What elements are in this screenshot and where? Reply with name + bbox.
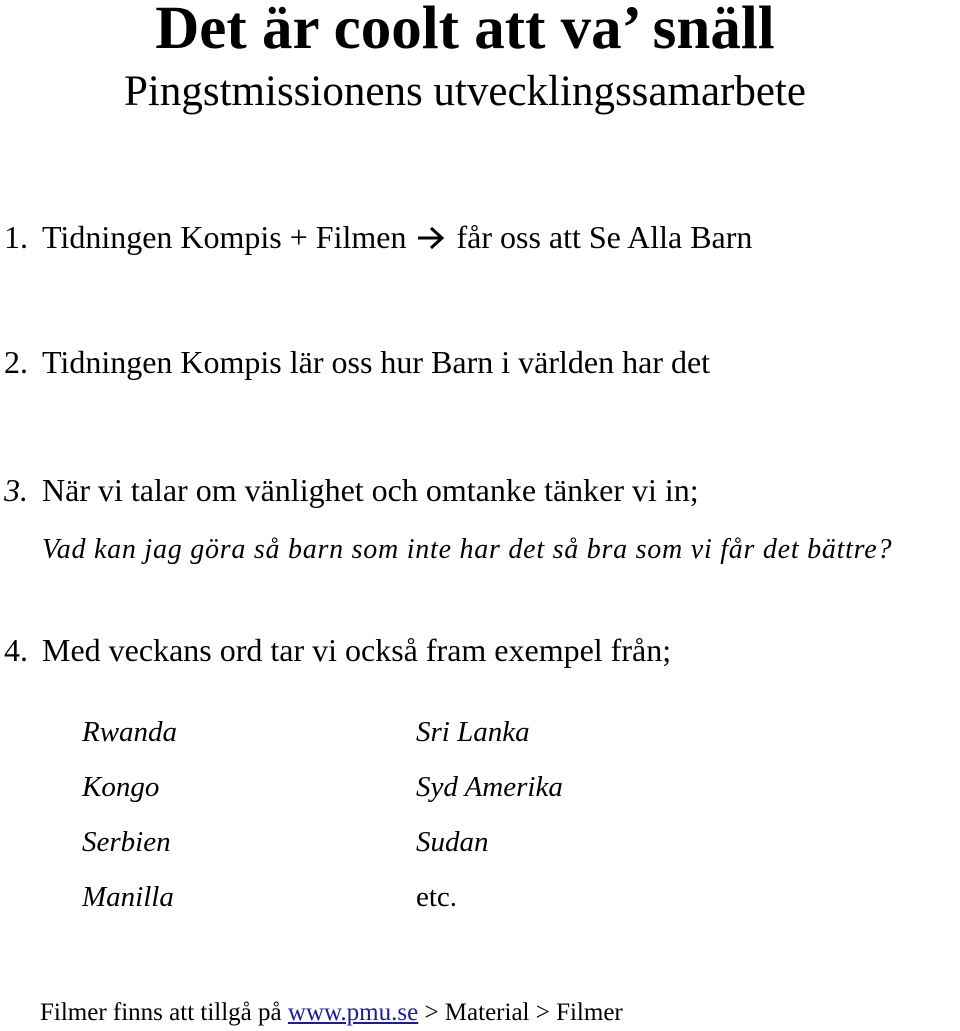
item-text-after-arrow: får oss att Se Alla Barn <box>456 219 753 255</box>
country-sri-lanka: Sri Lanka <box>416 716 530 748</box>
item-text-before-arrow: Tidningen Kompis + Filmen <box>42 219 407 255</box>
country-sudan: Sudan <box>416 826 489 858</box>
country-kongo: Kongo <box>82 771 160 803</box>
item-number: 2. <box>4 344 28 380</box>
country-serbien: Serbien <box>82 826 171 858</box>
footer-text <box>40 996 623 1030</box>
country-rwanda: Rwanda <box>82 716 178 748</box>
pmu-link[interactable]: www.pmu.se <box>287 999 419 1026</box>
footer-suffix: > Material > Filmer <box>424 999 623 1026</box>
item-number: 4. <box>4 632 28 668</box>
item-text: Med veckans ord tar vi också fram exempel från; <box>42 632 672 668</box>
list-item-3 <box>4 470 699 510</box>
page-title: Det är coolt att va’ snäll <box>155 0 775 62</box>
item-number: 3. <box>4 472 28 508</box>
country-syd-amerika: Syd Amerika <box>416 771 563 803</box>
item-text: När vi talar om vänlighet och omtanke tänker vi in; <box>42 472 699 508</box>
right-arrow-icon <box>416 220 446 260</box>
list-item-4 <box>4 630 671 670</box>
list-item-2 <box>4 342 710 382</box>
country-manilla: Manilla <box>82 881 174 913</box>
item-number: 1. <box>4 219 28 255</box>
footer-prefix: Filmer finns att tillgå på <box>40 999 282 1026</box>
list-item-1 <box>4 217 752 260</box>
country-etc: etc. <box>416 881 458 913</box>
item-text: Tidningen Kompis lär oss hur Barn i världen har det <box>42 344 711 380</box>
page-subtitle: Pingstmissionens utvecklingssamarbete <box>124 68 806 115</box>
question-text: Vad kan jag göra så barn som inte har det så bra som vi får det bättre? <box>42 534 893 565</box>
